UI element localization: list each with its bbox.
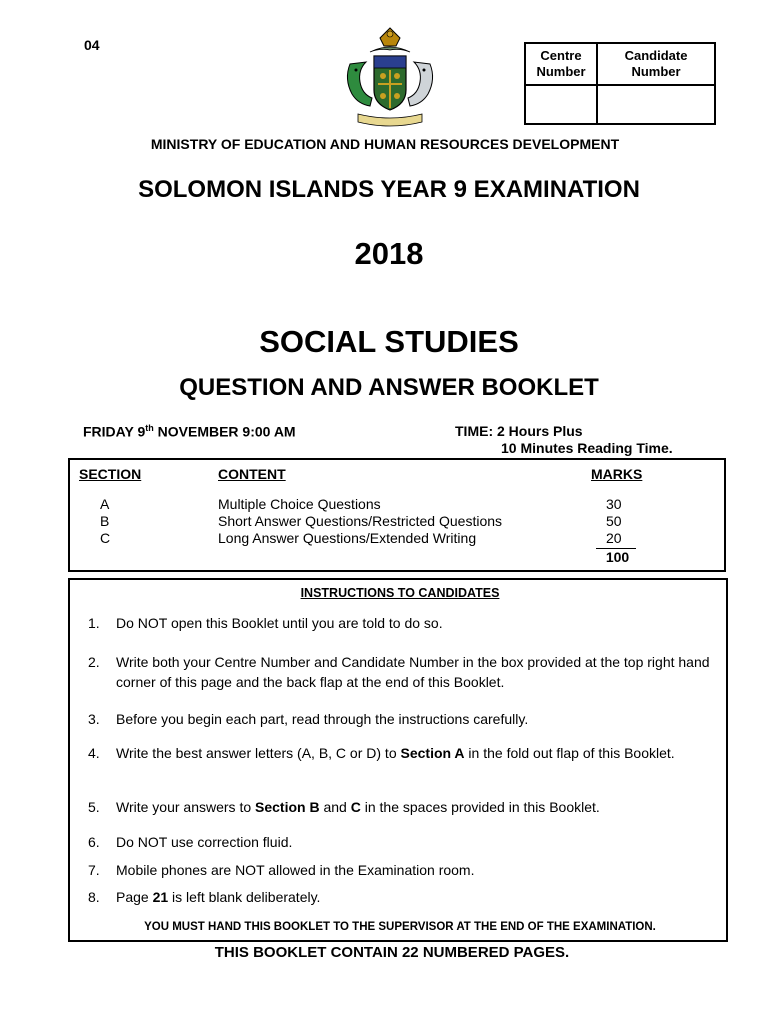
instruction-item: 6. Do NOT use correction fluid.: [88, 834, 293, 850]
marks-header: MARKS: [591, 466, 643, 482]
instructions-title: INSTRUCTIONS TO CANDIDATES: [300, 586, 500, 600]
instruction-item: 2. Write both your Centre Number and Candidate Number in the box provided at the top right hand corner of this page and the back flap at the end of this Booklet.: [88, 654, 710, 690]
page-count-notice: THIS BOOKLET CONTAIN 22 NUMBERED PAGES.: [214, 944, 570, 961]
exam-time: TIME: 2 Hours Plus 10 Minutes Reading Time.: [455, 423, 673, 456]
exam-title: SOLOMON ISLANDS YEAR 9 EXAMINATION: [138, 176, 640, 203]
sections-table: [68, 458, 726, 572]
candidate-number-field[interactable]: [598, 86, 714, 123]
coat-of-arms-icon: [340, 24, 440, 130]
instructions-box: [68, 578, 728, 942]
section-header: SECTION: [79, 466, 142, 482]
exam-year: 2018: [354, 236, 424, 271]
booklet-title: QUESTION AND ANSWER BOOKLET: [179, 374, 599, 401]
candidate-number-label: Candidate Number: [598, 44, 714, 86]
instruction-item: 4. Write the best answer letters (A, B, C or D) to Section A in the fold out flap of this Booklet.: [88, 745, 675, 761]
instruction-item: 1. Do NOT open this Booklet until you are told to do so.: [88, 615, 443, 631]
section-row: B Short Answer Questions/Restricted Questions 50: [100, 513, 622, 529]
ministry-heading: MINISTRY OF EDUCATION AND HUMAN RESOURCES DEVELOPMENT: [150, 136, 620, 152]
instruction-item: 8. Page 21 is left blank deliberately.: [88, 889, 321, 905]
exam-date: FRIDAY 9th NOVEMBER 9:00 AM: [83, 423, 296, 440]
subject-title: SOCIAL STUDIES: [259, 324, 519, 359]
instruction-item: 7. Mobile phones are NOT allowed in the Examination room.: [88, 862, 475, 878]
hand-in-notice: YOU MUST HAND THIS BOOKLET TO THE SUPERVISOR AT THE END OF THE EXAMINATION.: [144, 921, 656, 933]
section-row: A Multiple Choice Questions 30: [100, 496, 622, 512]
instruction-item: 5. Write your answers to Section B and C in the spaces provided in this Booklet.: [88, 799, 600, 815]
centre-candidate-number-box: [524, 42, 716, 125]
instruction-item: 3. Before you begin each part, read through the instructions carefully.: [88, 711, 529, 727]
page-code: 04: [84, 37, 100, 53]
centre-number-field[interactable]: [526, 86, 598, 123]
content-header: CONTENT: [218, 466, 286, 482]
centre-number-label: Centre Number: [526, 44, 598, 86]
total-marks: 100: [605, 549, 630, 565]
section-row: C Long Answer Questions/Extended Writing 20: [100, 530, 622, 546]
